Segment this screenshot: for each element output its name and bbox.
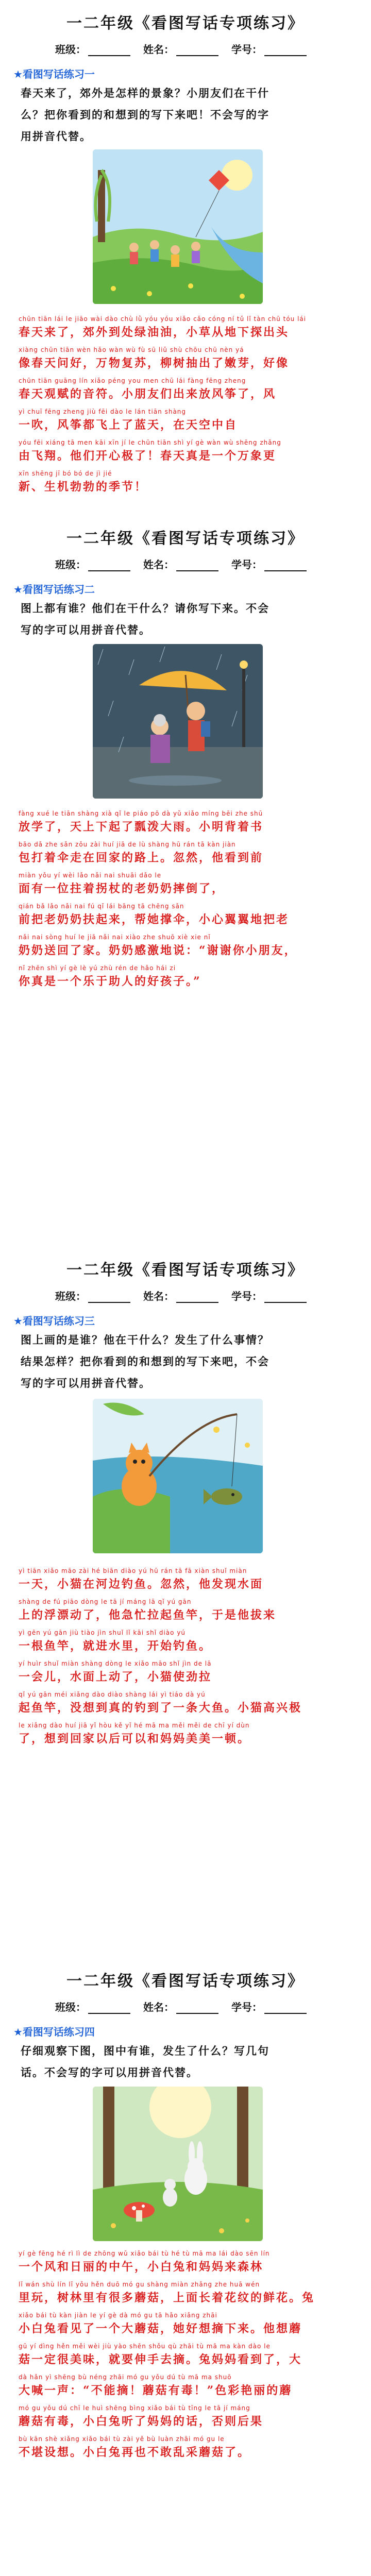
answer-line	[19, 809, 359, 840]
answer-line	[19, 407, 359, 438]
answer-line	[19, 2403, 359, 2434]
class-blank[interactable]	[88, 2003, 130, 2014]
hanzi: 你真是一个乐于助人的好孩子。”	[19, 975, 201, 988]
worksheet-title: 一二年级《看图写话专项练习》	[66, 1972, 305, 1990]
hanzi: 前把老奶奶扶起来，帮她撑伞，小心翼翼地把老	[19, 913, 290, 926]
pinyin: mó gu yǒu dú chī le huì shēng bìng xiǎo bái tù tīng le tā jí máng	[19, 2404, 250, 2412]
name-label: 姓名：	[143, 2001, 174, 2013]
answer-line	[19, 2249, 359, 2280]
hanzi: 奶奶送回了家。奶奶感激地说：“谢谢你小朋友，	[19, 944, 297, 957]
answer-line	[19, 963, 359, 994]
name-blank[interactable]	[176, 560, 218, 571]
hanzi: 放学了，天上下起了瓢泼大雨。小明背着书	[19, 820, 264, 834]
pinyin: bù kān shè xiǎng xiǎo bái tù zài yě bù luàn zhāi mó gu le	[19, 2435, 225, 2443]
hanzi: 一吹，风筝都飞上了蓝天，在天空中自	[19, 418, 238, 432]
answer-text	[19, 2249, 359, 2465]
pinyin: gū yí dìng hěn měi wèi jiù yào shēn shǒu qù zhāi tù mā ma kàn dào le	[19, 2343, 271, 2350]
exercise-prompt	[21, 82, 356, 147]
hanzi: 一个风和日丽的中午，小白兔和妈妈来森林	[19, 2260, 264, 2274]
pinyin: yí huìr shuǐ miàn shàng dòng le xiǎo māo shǐ jìn de lā	[19, 1660, 212, 1667]
answer-line	[19, 314, 359, 345]
answer-line	[19, 2342, 359, 2372]
prompt-line: 话。不会写的字可以用拼音代替。	[21, 2066, 198, 2079]
name-label: 姓名：	[143, 558, 174, 571]
student-info-line	[0, 1288, 371, 1303]
answer-line	[19, 438, 359, 469]
pinyin: bāo dǎ zhe sǎn zǒu zài huí jiā de lù shàng hū rán tā kàn jiàn	[19, 841, 236, 848]
hanzi: 里玩，树林里有很多蘑菇，上面长着花纹的鲜花。兔	[19, 2291, 315, 2304]
hanzi: 菇一定很美味，就要伸手去摘。兔妈妈看到了，大	[19, 2353, 302, 2366]
answer-line	[19, 2280, 359, 2311]
umbrella-picture	[93, 644, 263, 799]
prompt-line: 么？把你看到的和想到的写下来吧！不会写的字	[21, 108, 269, 121]
id-label: 学号：	[231, 558, 262, 571]
prompt-line: 图上画的是谁？他在干什么？发生了什么事情？	[21, 1333, 269, 1346]
prompt-line: 春天来了，郊外是怎样的景象？小朋友们在干什	[21, 87, 269, 99]
name-blank[interactable]	[176, 45, 218, 56]
pinyin: yì tiān xiǎo māo zài hé biān diào yú hū rán tā fā xiàn shuǐ miàn	[19, 1567, 247, 1574]
kite-picture	[93, 149, 263, 304]
pinyin: nǐ zhēn shì yí gè lè yú zhù rén de hǎo hái zi	[19, 964, 176, 972]
hanzi: 由飞翔。他们开心极了！春天真是一个万象更	[19, 449, 277, 463]
pinyin: lǐ wán shù lín lǐ yǒu hěn duō mó gu shàng miàn zhǎng zhe huā wén	[19, 2281, 260, 2288]
id-blank[interactable]	[264, 2003, 307, 2014]
worksheet-title: 一二年级《看图写话专项练习》	[66, 530, 305, 548]
hanzi: 起鱼竿，没想到真的钓到了一条大鱼。小猫高兴极	[19, 1701, 302, 1715]
pinyin: yì gēn yú gān jiù tiào jìn shuǐ lǐ kāi shǐ diào yú	[19, 1629, 186, 1636]
worksheet-title: 一二年级《看图写话专项练习》	[66, 1261, 305, 1279]
hanzi: 像春天问好，万物复苏，柳树抽出了嫩芽，好像	[19, 357, 290, 370]
hanzi: 不堪设想。小白兔再也不敢乱采蘑菇了。	[19, 2446, 251, 2459]
exercise-tag: ★看图写话练习四	[13, 2026, 95, 2038]
name-label: 姓名：	[143, 43, 174, 56]
answer-line	[19, 1721, 359, 1752]
hanzi: 春天观赋的音符。小朋友们出来放风筝了，风	[19, 387, 277, 401]
exercise-tag: ★看图写话练习三	[13, 1315, 95, 1327]
pinyin: yí gè fēng hé rì lì de zhōng wǔ xiǎo bái tù hé tù mā ma lái dào sēn lín	[19, 2250, 270, 2257]
answer-text	[19, 809, 359, 994]
answer-line	[19, 2311, 359, 2342]
hanzi: 包打着伞走在回家的路上。忽然，他看到前	[19, 851, 264, 865]
name-label: 姓名：	[143, 1290, 174, 1302]
student-info-line	[0, 1999, 371, 2014]
hanzi: 春天来了，郊外到处绿油油，小草从地下探出头	[19, 326, 290, 339]
id-label: 学号：	[231, 1290, 262, 1302]
prompt-line: 用拼音代替。	[21, 130, 92, 143]
hanzi: 一天，小猫在河边钓鱼。忽然，他发现水面	[19, 1578, 264, 1591]
answer-line	[19, 871, 359, 902]
answer-line	[19, 1597, 359, 1628]
id-blank[interactable]	[264, 45, 307, 56]
hanzi: 了，想到回家以后可以和妈妈美美一顿。	[19, 1732, 251, 1745]
prompt-line: 仔细观察下图，图中有谁，发生了什么？写几句	[21, 2044, 269, 2057]
hanzi: 蘑菇有毒，小白兔听了妈妈的话，否则后果	[19, 2415, 264, 2428]
class-blank[interactable]	[88, 45, 130, 56]
answer-line	[19, 2372, 359, 2403]
hanzi: 小白兔看见了一个大蘑菇，她好想摘下来。他想蘑	[19, 2322, 302, 2335]
hanzi: 新、生机勃勃的季节！	[19, 480, 148, 494]
prompt-line: 写的字可以用拼音代替。	[21, 1377, 151, 1389]
pinyin: le xiǎng dào huí jiā yǐ hòu kě yǐ hé mā ma měi měi de chī yí dùn	[19, 1722, 250, 1729]
id-blank[interactable]	[264, 1292, 307, 1303]
answer-text	[19, 314, 359, 500]
pinyin: chūn tiān guāng lín xiǎo péng you men chū lái fàng fēng zheng	[19, 377, 246, 384]
pinyin: dà hǎn yì shēng bù néng zhāi mó gu yǒu dú tù mā ma shuō	[19, 2374, 232, 2381]
answer-line	[19, 469, 359, 500]
pinyin: fàng xué le tiān shàng xià qǐ le piáo pō dà yǔ xiǎo míng bēi zhe shū	[19, 810, 263, 817]
rabbits-picture	[93, 2087, 263, 2241]
answer-line	[19, 933, 359, 963]
exercise-prompt	[21, 2040, 356, 2083]
id-label: 学号：	[231, 43, 262, 56]
name-blank[interactable]	[176, 2003, 218, 2014]
pinyin: qián bǎ lǎo nǎi nai fú qǐ lái bāng tā chēng sǎn	[19, 903, 184, 910]
answer-line	[19, 1690, 359, 1721]
pinyin: shàng de fú piāo dòng le tā jí máng lā qǐ yú gān	[19, 1598, 192, 1605]
kitten-fishing-picture	[93, 1399, 263, 1553]
pinyin: yì chuī fēng zheng jiù fēi dào le lán tiān shàng	[19, 408, 187, 415]
exercise-tag: ★看图写话练习二	[13, 583, 95, 596]
pinyin: yóu fēi xiáng tā men kāi xīn jí le chūn tiān shì yí gè wàn wù shēng zhǎng	[19, 439, 281, 446]
name-blank[interactable]	[176, 1292, 218, 1303]
answer-text	[19, 1566, 359, 1752]
class-label: 班级：	[55, 2001, 87, 2013]
answer-line	[19, 1566, 359, 1597]
pinyin: chūn tiān lái le jiāo wài dào chù lǜ yóu yóu xiǎo cǎo cóng ní tǔ lǐ tàn chū tóu lái	[19, 315, 307, 323]
answer-line	[19, 840, 359, 871]
pinyin: miàn yǒu yí wèi lǎo nǎi nai shuāi dǎo le	[19, 872, 162, 879]
prompt-line: 结果怎样？把你看到的和想到的写下来吧，不会	[21, 1355, 269, 1368]
answer-line	[19, 1659, 359, 1690]
hanzi: 大喊一声：“不能摘！蘑菇有毒！”色彩艳丽的蘑	[19, 2384, 293, 2397]
id-label: 学号：	[231, 2001, 262, 2013]
student-info-line	[0, 556, 371, 571]
hanzi: 上的浮漂动了，他急忙拉起鱼竿，于是他拔来	[19, 1608, 277, 1622]
class-label: 班级：	[55, 43, 87, 56]
answer-line	[19, 902, 359, 933]
hanzi: 一根鱼竿，就进水里，开始钓鱼。	[19, 1639, 212, 1653]
exercise-prompt	[21, 598, 356, 641]
class-blank[interactable]	[88, 1292, 130, 1303]
prompt-line: 图上都有谁？他们在干什么？请你写下来。不会	[21, 602, 269, 615]
class-label: 班级：	[55, 558, 87, 571]
student-info-line	[0, 41, 371, 56]
answer-line	[19, 1628, 359, 1659]
pinyin: nǎi nai sòng huí le jiā nǎi nai xiào zhe shuō xiè xie nǐ	[19, 934, 211, 941]
hanzi: 一会儿，水面上动了，小猫使劲拉	[19, 1670, 212, 1684]
prompt-line: 写的字可以用拼音代替。	[21, 623, 151, 636]
class-label: 班级：	[55, 1290, 87, 1302]
exercise-tag: ★看图写话练习一	[13, 68, 95, 80]
pinyin: xiàng chūn tiān wèn hǎo wàn wù fù sū liǔ shù chōu chū nèn yá	[19, 346, 244, 353]
pinyin: qǐ yú gān méi xiǎng dào diào shàng lái yì tiáo dà yú	[19, 1691, 206, 1698]
answer-line	[19, 345, 359, 376]
id-blank[interactable]	[264, 560, 307, 571]
pinyin: xiǎo bái tù kàn jiàn le yí gè dà mó gu tā hǎo xiǎng zhāi	[19, 2312, 217, 2319]
answer-line	[19, 2434, 359, 2465]
answer-line	[19, 376, 359, 407]
worksheet-title: 一二年级《看图写话专项练习》	[66, 14, 305, 32]
class-blank[interactable]	[88, 560, 130, 571]
exercise-prompt	[21, 1329, 356, 1394]
hanzi: 面有一位拄着拐杖的老奶奶摔倒了，	[19, 882, 225, 895]
pinyin: xīn shēng jī bó bó de jì jié	[19, 470, 112, 477]
